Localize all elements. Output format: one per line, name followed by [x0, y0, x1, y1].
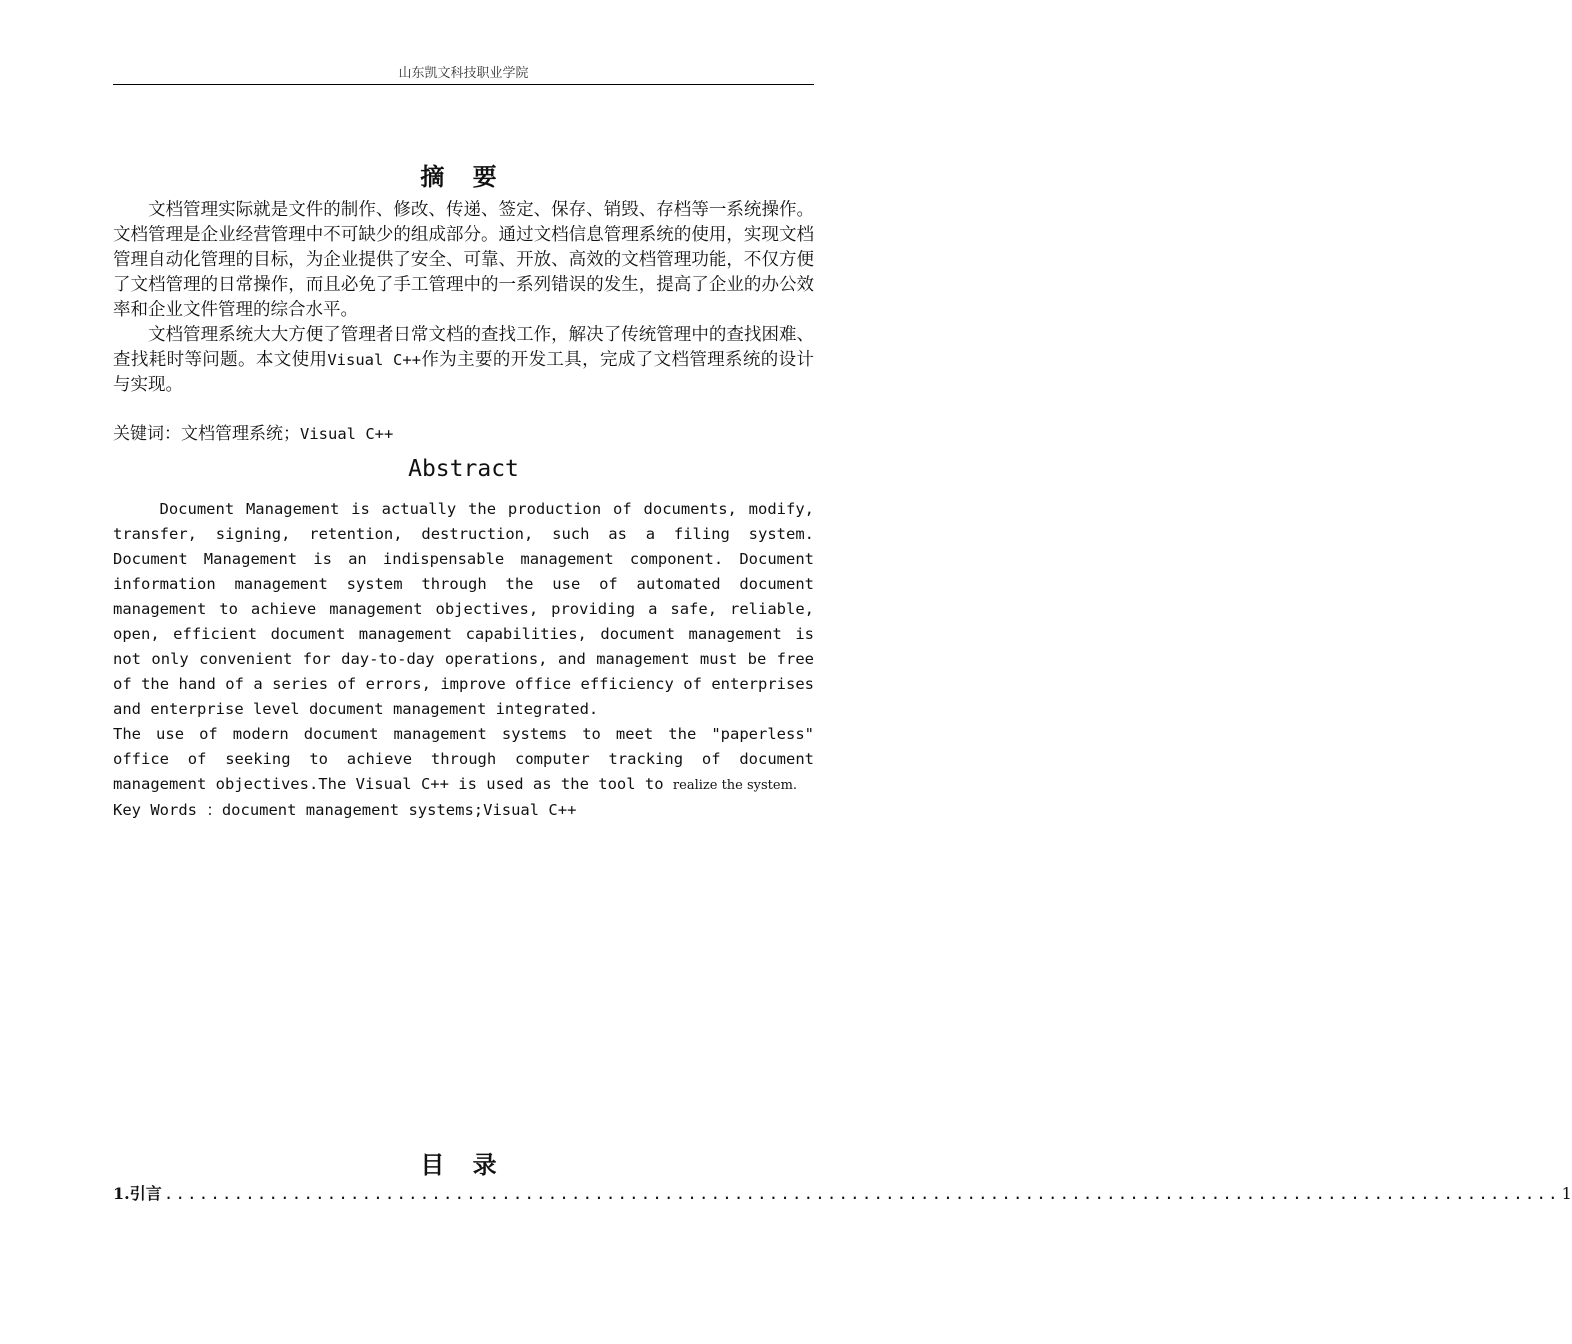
abstract-cn-paragraph-1: 文档管理实际就是文件的制作、修改、传递、签定、保存、销毁、存档等一系统操作。文档管理是企业经营管理中不可缺少的组成部分。通过文档信息管理系统的使用，实现文档管理自动化管理的目标，为企业提供了安全、可靠、开放、高效的文档管理功能，不仅方便了文档管理的日常操作，而且必免了手工管理中的一系列错误的发生，提高了企业的办公效率和企业文件管理的综合水平。	[113, 200, 814, 320]
keywords-cn	[113, 422, 814, 447]
keywords-en: Key Words ：document management systems;Visual C++	[113, 801, 577, 819]
toc-entry[interactable]	[113, 1181, 1572, 1204]
abstract-body-en	[113, 497, 814, 823]
abstract-cn-paragraph-2-part-b: 作为主要的开发工具，完成了文档管理系统的设计与实现。	[113, 350, 814, 395]
toc-leader-dots: ........................................................................................................................	[163, 1184, 1560, 1203]
abstract-en-paragraph-2-main: The use of modern document management systems to meet the "paperless" office of seeking to achieve through computer tracking of document management objectives.The Visual C++ is used as the tool to	[113, 725, 814, 793]
toc-entry-label: 1.引言	[113, 1184, 162, 1203]
toc-title: 目 录	[420, 1150, 507, 1179]
abstract-en-paragraph-1: Document Management is actually the production of documents, modify, transfer, signing, retention, destruction, such as a filing system. Document Management is an indispensable management component. Document information management system through the use of automated document management to achieve management objectives, providing a safe, reliable, open, efficient document management capabilities, document management is not only convenient for day-to-day operations, and management must be free of the hand of a series of errors, improve office efficiency of enterprises and enterprise level document management integrated.	[113, 500, 814, 718]
abstract-cn-paragraph-2-tool: Visual C++	[327, 351, 422, 369]
abstract-cn-paragraph-2-part-a: 文档管理系统大大方便了管理者日常文档的查找工作，解决了传统管理中的查找困难、查找耗时等问题。本文使用	[113, 325, 814, 370]
keywords-cn-value: Visual C++	[300, 425, 394, 443]
toc-entry-page: 1	[1561, 1184, 1572, 1203]
abstract-title-en: Abstract	[408, 456, 519, 482]
abstract-body-cn	[113, 198, 814, 398]
abstract-cn-paragraph-2	[113, 323, 814, 398]
abstract-en-paragraph-2	[113, 722, 814, 798]
abstract-title-cn: 摘 要	[420, 162, 507, 191]
page-header: 山东凯文科技职业学院	[113, 62, 814, 85]
abstract-en-paragraph-2-tail: realize the system.	[672, 778, 798, 793]
keywords-cn-label: 关键词：文档管理系统；	[113, 424, 300, 444]
